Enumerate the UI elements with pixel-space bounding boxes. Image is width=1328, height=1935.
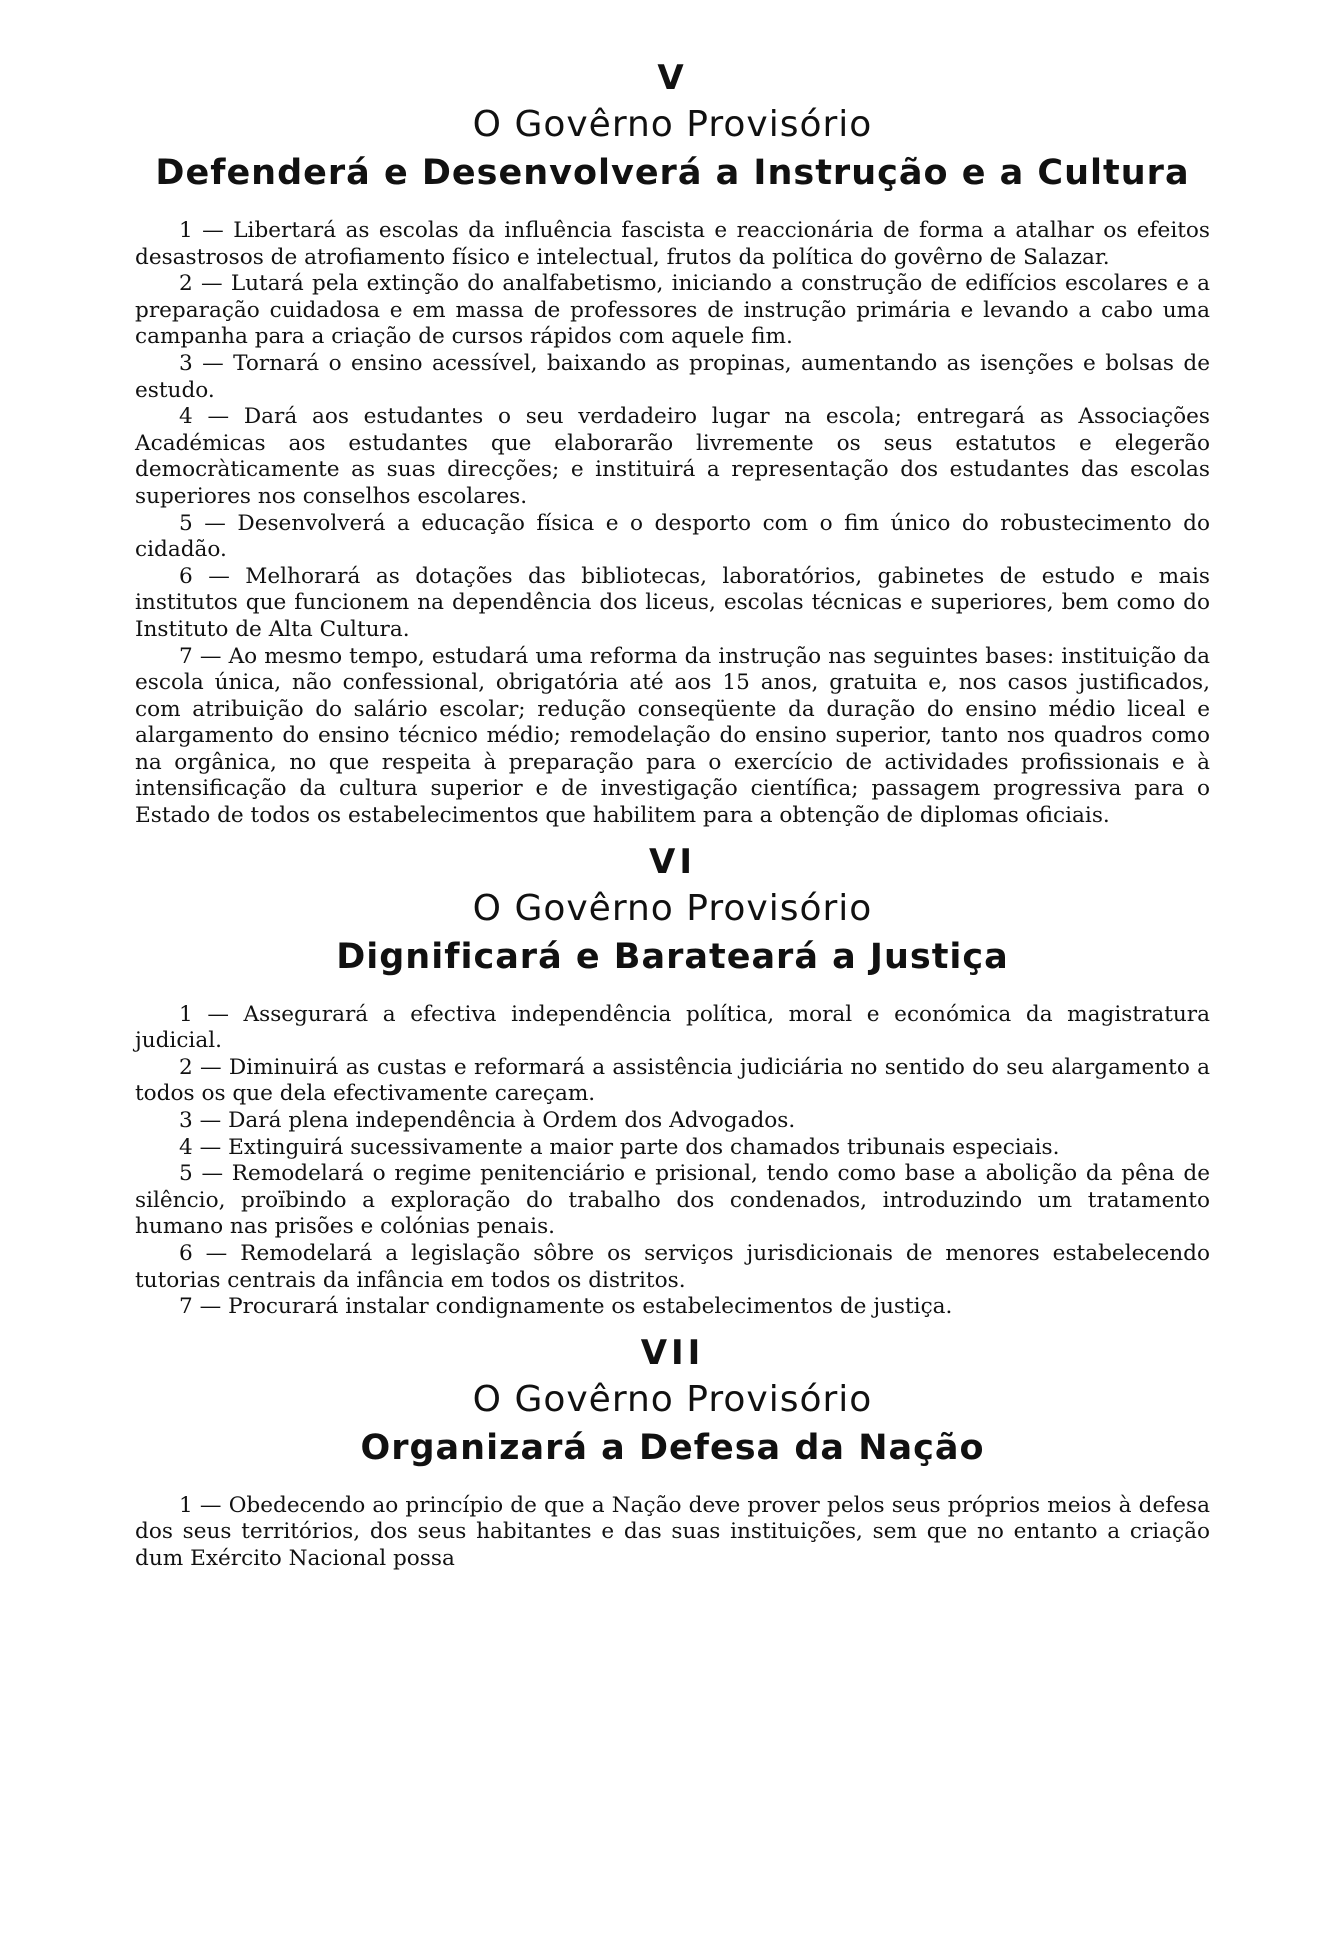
item-number: 1 (179, 1001, 193, 1027)
item-number: 3 (179, 350, 193, 376)
section-vi (135, 840, 1210, 1321)
item-text: Lutará pela extinção do analfabetismo, iniciando a construção de edifícios escolares e a preparação cuidadosa e em massa de professores de instrução primária e levando a cabo uma campanha para a criação de cursos rápidos com aquele fim. (135, 271, 1211, 350)
item-number: 4 (179, 1134, 193, 1160)
item-text: Remodelará o regime penitenciário e prisional, tendo como base a abolição da pêna de silêncio, proïbindo a exploração do trabalho dos condenados, introduzindo um tratamento humano nas prisões e colónias penais. (135, 1161, 1210, 1240)
item-number: 1 (179, 1492, 193, 1518)
item-text: Dará aos estudantes o seu verdadeiro lugar na escola; entregará as Associações Académicas aos estudantes que elaborarão livremente os seus estatutos e elegerão democràticamente as suas direcções; e instituirá a representação dos estudantes das escolas superiores nos conselhos escolares. (135, 404, 1210, 509)
list-item: 3 — Tornará o ensino acessível, baixando as propinas, aumentando as isenções e bolsas de estudo. (135, 350, 1210, 403)
item-text: Obedecendo ao princípio de que a Nação deve prover pelos seus próprios meios à defesa dos seus territórios, dos seus habitantes e das suas instituições, sem que no entanto a criação dum Exército Nacional possa (135, 1492, 1210, 1571)
item-number: 5 (179, 1161, 193, 1187)
section-government-line: O Govêrno Provisório (472, 1378, 873, 1420)
item-number: 6 (179, 1241, 193, 1266)
item-number: 7 (179, 1294, 193, 1320)
section-numeral: V (657, 58, 688, 98)
list-item: 4 — Dará aos estudantes o seu verdadeiro lugar na escola; entregará as Associações Académicas aos estudantes que elaborarão livremente os seus estatutos e elegerão democràticamente as suas direcções; e instituirá a representação dos estudantes das escolas superiores nos conselhos escolares. (135, 404, 1210, 509)
item-text: Melhorará as dotações das bibliotecas, laboratórios, gabinetes de estudo e mais institutos que funcionem na dependência dos liceus, escolas técnicas e superiores, bem como do Instituto de Alta Cultura. (135, 563, 1211, 642)
item-text: Tornará o ensino acessível, baixando as propinas, aumentando as isenções e bolsas de estudo. (135, 350, 1210, 403)
item-list (135, 218, 1210, 830)
item-text: Dará plena independência à Ordem dos Advogados. (228, 1108, 796, 1134)
item-text: Ao mesmo tempo, estudará uma reforma da instrução nas seguintes bases: instituição da escola única, não confessional, obrigatória até aos 15 anos, gratuita e, nos casos justificados, com atribuição do salário escolar; redução conseqüente da duração do ensino médio liceal e alargamento do ensino técnico médio; remodelação do ensino superior, tanto nos quadros como na orgânica, no que respeita à preparação para o exercício de actividades profissionais e à intensificação da cultura superior e de investigação científica; passagem progressiva para o Estado de todos os estabelecimentos que habilitem para a obtenção de diplomas oficiais. (135, 643, 1210, 829)
list-item: 1 — Obedecendo ao princípio de que a Nação deve prover pelos seus próprios meios à defesa dos seus territórios, dos seus habitantes e das suas instituições, sem que no entanto a criação dum Exército Nacional possa (135, 1492, 1210, 1571)
item-text: Extinguirá sucessivamente a maior parte dos chamados tribunais especiais. (228, 1134, 1060, 1160)
list-item: 6 — Remodelará a legislação sôbre os serviços jurisdicionais de menores estabelecendo tutorias centrais da infância em todos os distritos. (135, 1241, 1210, 1293)
list-item: 1 — Libertará as escolas da influência fascista e reaccionária de forma a atalhar os efeitos desastrosos de atrofiamento físico e intelectual, frutos da política do govêrno de Salazar. (135, 218, 1210, 270)
item-number: 3 (179, 1108, 193, 1134)
list-item: 7 — Ao mesmo tempo, estudará uma reforma da instrução nas seguintes bases: instituição da escola única, não confessional, obrigatória até aos 15 anos, gratuita e, nos casos justificados, com atribuição do salário escolar; redução conseqüente da duração do ensino médio liceal e alargamento do ensino técnico médio; remodelação do ensino superior, tanto nos quadros como na orgânica, no que respeita à preparação para o exercício de actividades profissionais e à intensificação da cultura superior e de investigação científica; passagem progressiva para o Estado de todos os estabelecimentos que habilitem para a obtenção de diplomas oficiais. (135, 643, 1210, 829)
item-number: 2 (179, 1054, 193, 1080)
document-page (135, 56, 1210, 1579)
item-number: 5 (179, 510, 193, 536)
list-item: 5 — Desenvolverá a educação física e o desporto com o fim único do robustecimento do cidadão. (135, 510, 1210, 563)
section-government-line: O Govêrno Provisório (472, 104, 873, 145)
list-item: 6 — Melhorará as dotações das bibliotecas, laboratórios, gabinetes de estudo e mais institutos que funcionem na dependência dos liceus, escolas técnicas e superiores, bem como do Instituto de Alta Cultura. (135, 563, 1211, 642)
list-item: 2 — Diminuirá as custas e reformará a assistência judiciária no sentido do seu alargamento a todos os que dela efectivamente careçam. (135, 1054, 1210, 1107)
item-number: 2 (179, 271, 193, 297)
section-government-line: O Govêrno Provisório (472, 887, 873, 929)
section-v (135, 56, 1210, 830)
section-vii (135, 1331, 1210, 1573)
section-numeral: VII (640, 1332, 705, 1373)
item-text: Diminuirá as custas e reformará a assistência judiciária no sentido do seu alargamento a todos os que dela efectivamente careçam. (135, 1054, 1210, 1107)
list-item: 4 — Extinguirá sucessivamente a maior parte dos chamados tribunais especiais. (179, 1134, 1060, 1160)
list-item: 3 — Dará plena independência à Ordem dos Advogados. (179, 1108, 796, 1134)
item-number: 4 (179, 404, 193, 430)
list-item: 1 — Assegurará a efectiva independência política, moral e económica da magistratura judicial. (135, 1001, 1210, 1054)
item-number: 6 (179, 563, 193, 589)
item-list (135, 1002, 1210, 1321)
section-heading: Organizará a Defesa da Nação (360, 1427, 985, 1468)
item-text: Desenvolverá a educação física e o desporto com o fim único do robustecimento do cidadão. (135, 510, 1210, 563)
section-numeral: VI (649, 841, 696, 882)
section-heading: Defenderá e Desenvolverá a Instrução e a Cultura (155, 153, 1190, 193)
item-list (135, 1493, 1210, 1573)
item-text: Procurará instalar condignamente os estabelecimentos de justiça. (228, 1294, 953, 1320)
list-item: 5 — Remodelará o regime penitenciário e prisional, tendo como base a abolição da pêna de silêncio, proïbindo a exploração do trabalho dos condenados, introduzindo um tratamento humano nas prisões e colónias penais. (135, 1161, 1210, 1240)
section-heading: Dignificará e Barateará a Justiça (336, 936, 1009, 977)
item-text: Assegurará a efectiva independência política, moral e económica da magistratura judicial. (135, 1001, 1210, 1054)
list-item: 2 — Lutará pela extinção do analfabetismo, iniciando a construção de edifícios escolares e a preparação cuidadosa e em massa de professores de instrução primária e levando a cabo uma campanha para a criação de cursos rápidos com aquele fim. (135, 271, 1211, 350)
item-number: 7 (179, 643, 193, 669)
item-text: Libertará as escolas da influência fascista e reaccionária de forma a atalhar os efeitos desastrosos de atrofiamento físico e intelectual, frutos da política do govêrno de Salazar. (135, 218, 1210, 270)
item-number: 1 (179, 218, 193, 243)
item-text: Remodelará a legislação sôbre os serviços jurisdicionais de menores estabelecendo tutorias centrais da infância em todos os distritos. (135, 1241, 1210, 1293)
list-item: 7 — Procurará instalar condignamente os estabelecimentos de justiça. (179, 1294, 953, 1320)
